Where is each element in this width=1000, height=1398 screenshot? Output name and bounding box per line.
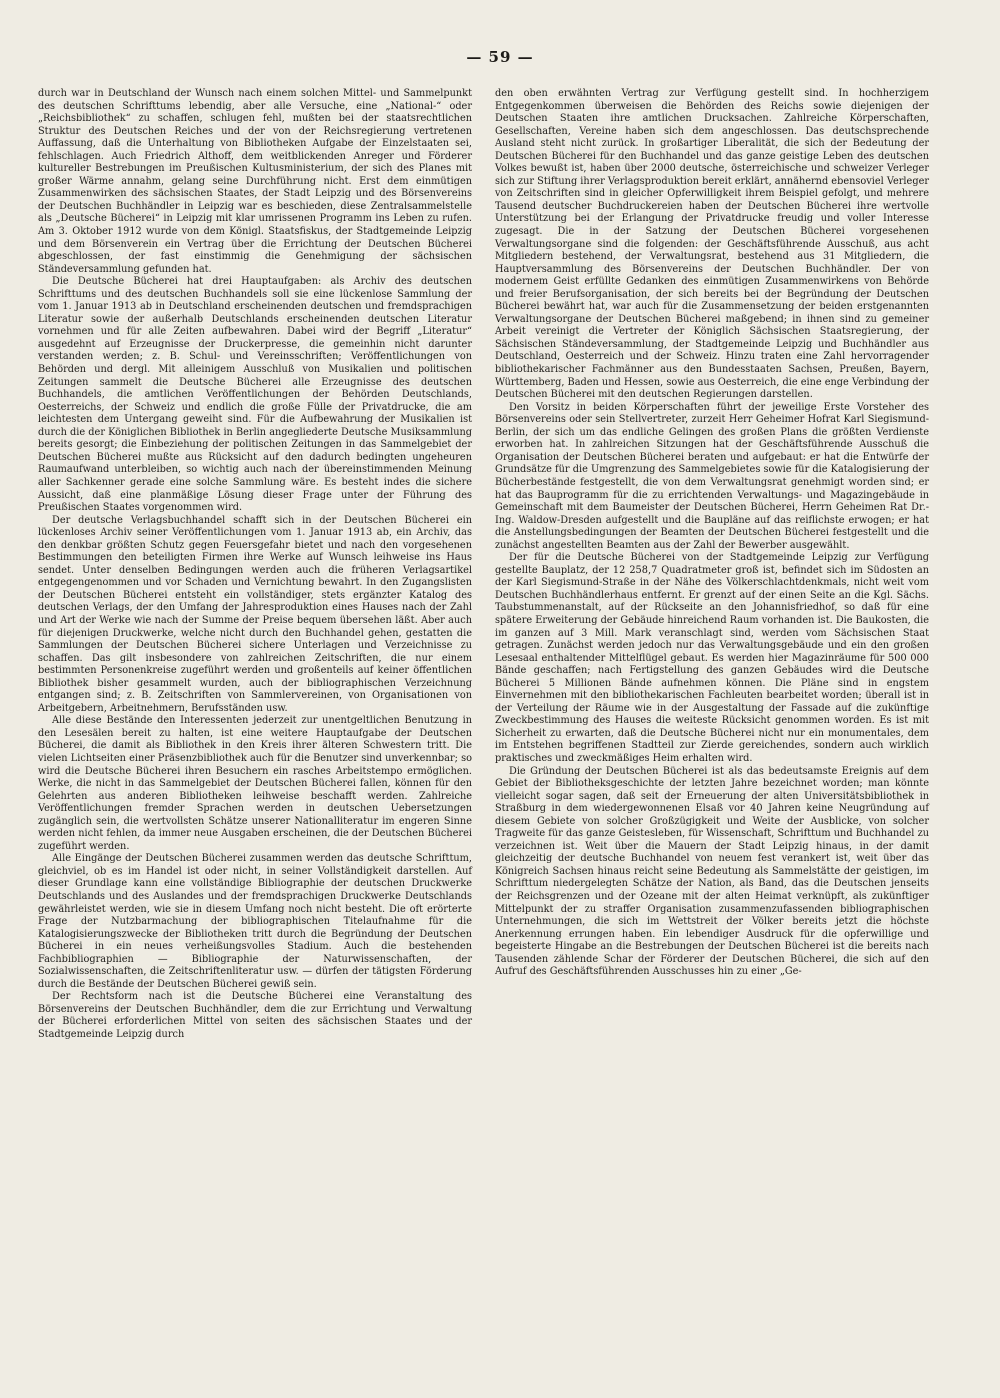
paragraph: Die Gründung der Deutschen Bücherei ist als das bedeutsamste Ereignis auf dem Gebiet der Bibliotheksgeschichte der letzten Jahre bezeichnet worden; man könnte vielleicht sogar sagen, daß seit der Erneuerung der alten Universitätsbibliothek in Straßburg in dem wiedergewonnenen Elsaß vor 40 Jahren keine Neugründung auf diesem Gebiete von solcher Großzügigkeit und Weite der Ausblicke, von solcher Tragweite für das ganze Geistesleben, für Wissenschaft, Schrifttum und Buchhandel zu verzeichnen ist. Weit über die Mauern der Stadt Leipzig hinaus, in der damit gleichzeitig der deutsche Buchhandel von neuem fest verankert ist, weit über das Königreich Sachsen hinaus reicht seine Bedeutung als Sammelstätte der geistigen, im Schrifttum niedergelegten Schätze der Nation, als Band, das die Deutschen jenseits der Reichsgrenzen und der Ozeane mit der alten Heimat verknüpft, als zukünftiger Mittelpunkt der zu straffer Organisation zusammenzufassenden bibliographischen Unternehmungen, die sich im Wettstreit der Völker bereits jetzt die höchste Anerkennung errungen haben. Ein lebendiger Ausdruck für die opferwillige und begeisterte Hingabe an die Bestrebungen der Deutschen Bücherei ist die bereits nach Tausenden zählende Schar der Förderer der Deutschen Bücherei, die sich auf den Aufruf des Geschäftsführenden Ausschusses hin zu einer „Ge-	[495, 765, 929, 978]
paragraph: Alle diese Bestände den Interessenten jederzeit zur unentgeltlichen Benutzung in den Lesesälen bereit zu halten, ist eine weitere Hauptaufgabe der Deutschen Bücherei, die damit als Bibliothek in den Kreis ihrer älteren Schwestern tritt. Die vielen Lichtseiten einer Präsenzbibliothek auch für die Benutzer sind unverkennbar; so wird die Deutsche Bücherei ihren Besuchern ein rasches Arbeitstempo ermöglichen. Werke, die nicht in das Sammelgebiet der Deutschen Bücherei fallen, können für den Gelehrten aus anderen Bibliotheken leihweise beschafft werden. Zahlreiche Veröffentlichungen fremder Sprachen werden in deutschen Uebersetzungen zugänglich sein, die wertvollsten Schätze unserer Nationalliteratur im engeren Sinne werden nicht fehlen, da immer neue Ausgaben erscheinen, die der Deutschen Bücherei zugeführt werden.	[38, 715, 472, 852]
paragraph: Den Vorsitz in beiden Körperschaften führt der jeweilige Erste Vorsteher des Börsenvereins oder sein Stellvertreter, zurzeit Herr Geheimer Hofrat Karl Siegismund-Berlin, der sich um das endliche Gelingen des großen Plans die größten Verdienste erworben hat. In zahlreichen Sitzungen hat der Geschäftsführende Ausschuß die Organisation der Deutschen Bücherei beraten und aufgebaut: er hat die Entwürfe der Grundsätze für die Umgrenzung des Sammelgebietes sowie für die Katalogisierung der Bücherbestände festgestellt, die von dem Verwaltungsrat genehmigt worden sind; er hat das Bauprogramm für die zu errichtenden Verwaltungs- und Magazingebäude in Gemeinschaft mit dem Baumeister der Deutschen Bücherei, Herrn Geheimen Rat Dr.-Ing. Waldow-Dresden aufgestellt und die Baupläne auf das reiflichste erwogen; er hat die Anstellungsbedingungen der Beamten der Deutschen Bücherei festgestellt und die zunächst angestellten Beamten aus der Zahl der Bewerber ausgewählt.	[495, 401, 929, 551]
paragraph: Der deutsche Verlagsbuchhandel schafft sich in der Deutschen Bücherei ein lückenloses Archiv seiner Veröffentlichungen vom 1. Januar 1913 ab, ein Archiv, das den denkbar größten Schutz gegen Feuersgefahr bietet und nach den vorgesehenen Bestimmungen den beteiligten Firmen ihre Werke auf Wunsch leihweise ins Haus sendet. Unter denselben Bedingungen werden auch die früheren Verlagsartikel entgegengenommen und vor Schaden und Vernichtung bewahrt. In den Zugangslisten der Deutschen Bücherei entsteht ein vollständiger, stets ergänzter Katalog des deutschen Verlags, der den Umfang der Jahresproduktion eines Hauses nach der Zahl und Art der Werke wie nach der Summe der Preise bequem übersehen läßt. Aber auch für diejenigen Druckwerke, welche nicht durch den Buchhandel gehen, gestatten die Sammlungen der Deutschen Bücherei sichere Unterlagen und Verzeichnisse zu schaffen. Das gilt insbesondere von zahlreichen Zeitschriften, die nur einem bestimmten Personenkreise zugeführt werden und großenteils auf keiner öffentlichen Bibliothek bisher gesammelt wurden, auch der bibliographischen Verzeichnung entgangen sind; z. B. Zeitschriften von Sammlervereinen, von Organisationen von Arbeitgebern, Arbeitnehmern, Berufsständen usw.	[38, 514, 472, 714]
page-number: — 59 —	[466, 48, 534, 66]
paragraph: den oben erwähnten Vertrag zur Verfügung gestellt sind. In hochherzigem Entgegenkommen überweisen die Behörden des Reichs sowie diejenigen der Deutschen Staaten ihre amtlichen Drucksachen. Zahlreiche Körperschaften, Gesellschaften, Vereine haben sich dem angeschlossen. Das deutschsprechende Ausland steht nicht zurück. In großartiger Liberalität, die sich der Bedeutung der Deutschen Bücherei für den Buchhandel und das ganze geistige Leben des deutschen Volkes bewußt ist, haben über 2000 deutsche, österreichische und schweizer Verleger sich zur Stiftung ihrer Verlagsproduktion bereit erklärt, annähernd ebensoviel Verleger von Zeitschriften sind in gleicher Opferwilligkeit ihrem Beispiel gefolgt, und mehrere Tausend deutscher Buchdruckereien haben der Deutschen Bücherei ihre wertvolle Unterstützung bei der Erlangung der Privatdrucke freudig und voller Interesse zugesagt. Die in der Satzung der Deutschen Bücherei vorgesehenen Verwaltungsorgane sind die folgenden: der Geschäftsführende Ausschuß, aus acht Mitgliedern bestehend, der Verwaltungsrat, bestehend aus 31 Mitgliedern, die Hauptversammlung des Börsenvereins der Deutschen Buchhändler. Der von modernem Geist erfüllte Gedanken des einmütigen Zusammenwirkens von Behörde und freier Berufsorganisation, der sich bereits bei der Begründung der Deutschen Bücherei bewährt hat, war auch für die Zusammensetzung der beiden erstgenannten Verwaltungsorgane der Deutschen Bücherei maßgebend; in ihnen sind zu gemeiner Arbeit vereinigt die Vertreter der Königlich Sächsischen Staatsregierung, der Sächsischen Ständeversammlung, der Stadtgemeinde Leipzig und Buchhändler aus Deutschland, Oesterreich und der Schweiz. Hinzu traten eine Zahl hervorragender bibliothekarischer Fachmänner aus den Bundesstaaten Sachsen, Preußen, Bayern, Württemberg, Baden und Hessen, sowie aus Oesterreich, die eine enge Verbindung der Deutschen Bücherei mit den deutschen Regierungen darstellen.	[495, 88, 929, 401]
left-column	[38, 88, 472, 1042]
right-column	[495, 88, 929, 979]
paragraph: durch war in Deutschland der Wunsch nach einem solchen Mittel- und Sammelpunkt des deutschen Schrifttums lebendig, aber alle Versuche, eine „National-“ oder „Reichsbibliothek“ zu schaffen, schlugen fehl, mußten bei der staatsrechtlichen Struktur des Deutschen Reiches und der von der Reichsregierung vertretenen Auffassung, daß die Unterhaltung von Bibliotheken Aufgabe der Einzelstaaten sei, fehlschlagen. Auch Friedrich Althoff, dem weitblickenden Anreger und Förderer kultureller Bestrebungen im Preußischen Kultusministerium, der sich des Planes mit großer Wärme annahm, gelang seine Durchführung nicht. Erst dem einmütigen Zusammenwirken des sächsischen Staates, der Stadt Leipzig und des Börsenvereins der Deutschen Buchhändler in Leipzig war es beschieden, diese Zentralsammelstelle als „Deutsche Bücherei“ in Leipzig mit klar umrissenen Programm ins Leben zu rufen. Am 3. Oktober 1912 wurde von dem Königl. Staatsfiskus, der Stadtgemeinde Leipzig und dem Börsenverein ein Vertrag über die Errichtung der Deutschen Bücherei abgeschlossen, der fast einstimmig die Genehmigung der sächsischen Ständeversammlung gefunden hat.	[38, 88, 472, 275]
paragraph: Alle Eingänge der Deutschen Bücherei zusammen werden das deutsche Schrifttum, gleichviel, ob es im Handel ist oder nicht, in seiner Vollständigkeit darstellen. Auf dieser Grundlage kann eine vollständige Bibliographie der deutschen Druckwerke Deutschlands und des Auslandes und der fremdsprachigen Druckwerke Deutschlands gewährleistet werden, wie sie in diesem Umfang noch nicht besteht. Die oft erörterte Frage der Nutzbarmachung der bibliographischen Titelaufnahme für die Katalogisierungszwecke der Bibliotheken tritt durch die Begründung der Deutschen Bücherei in ein neues verheißungsvolles Stadium. Auch die bestehenden Fachbibliographien — Bibliographie der Naturwissenschaften, der Sozialwissenschaften, die Zeitschriftenliteratur usw. — dürfen der tätigsten Förderung durch die Bestände der Deutschen Bücherei gewiß sein.	[38, 853, 472, 990]
paragraph: Die Deutsche Bücherei hat drei Hauptaufgaben: als Archiv des deutschen Schrifttums und des deutschen Buchhandels soll sie eine lückenlose Sammlung der vom 1. Januar 1913 ab in Deutschland erscheinenden deutschen und fremdsprachigen Literatur sowie der außerhalb Deutschlands erscheinenden deutschen Literatur vornehmen und für alle Zeiten aufbewahren. Dabei wird der Begriff „Literatur“ ausgedehnt auf Erzeugnisse der Druckerpresse, die gemeinhin nicht darunter verstanden werden; z. B. Schul- und Vereinsschriften; Veröffentlichungen von Behörden und dergl. Mit alleinigem Ausschluß von Musikalien und politischen Zeitungen sammelt die Deutsche Bücherei alle Erzeugnisse des deutschen Buchhandels, die amtlichen Veröffentlichungen der Behörden Deutschlands, Oesterreichs, der Schweiz und endlich die große Fülle der Privatdrucke, die am leichtesten dem Untergang geweiht sind. Für die Aufbewahrung der Musikalien ist durch die der Königlichen Bibliothek in Berlin angegliederte Deutsche Musiksammlung bereits gesorgt; die Einbeziehung der politischen Zeitungen in das Sammelgebiet der Deutschen Bücherei mußte aus Rücksicht auf den dadurch bedingten ungeheuren Raumaufwand unterbleiben, so wichtig auch nach der übereinstimmenden Meinung aller Sachkenner gerade eine solche Sammlung wäre. Es besteht indes die sichere Aussicht, daß eine planmäßige Lösung dieser Frage unter der Führung des Preußischen Staates vorgenommen wird.	[38, 276, 472, 514]
paragraph: Der Rechtsform nach ist die Deutsche Bücherei eine Veranstaltung des Börsenvereins der Deutschen Buchhändler, dem die zur Errichtung und Verwaltung der Bücherei erforderlichen Mittel von seiten des sächsischen Staates und der Stadtgemeinde Leipzig durch	[38, 991, 472, 1041]
paragraph: Der für die Deutsche Bücherei von der Stadtgemeinde Leipzig zur Verfügung gestellte Bauplatz, der 12 258,7 Quadratmeter groß ist, befindet sich im Südosten an der Karl Siegismund-Straße in der Nähe des Völkerschlachtdenkmals, nicht weit vom Deutschen Buchhändlerhaus entfernt. Er grenzt auf der einen Seite an die Kgl. Sächs. Taubstummenanstalt, auf der Rückseite an den Johannisfriedhof, so daß für eine spätere Erweiterung der Gebäude hinreichend Raum vorhanden ist. Die Baukosten, die im ganzen auf 3 Mill. Mark veranschlagt sind, werden vom Sächsischen Staat getragen. Zunächst werden jedoch nur das Verwaltungsgebäude und ein den großen Lesesaal enthaltender Mittelflügel gebaut. Es werden hier Magazinräume für 500 000 Bände geschaffen; nach Fertigstellung des ganzen Gebäudes wird die Deutsche Bücherei 5 Millionen Bände aufnehmen können. Die Pläne sind in engstem Einvernehmen mit den bibliothekarischen Fachleuten bearbeitet worden; überall ist in der Verteilung der Räume wie in der Ausgestaltung der Fassade auf die zukünftige Zweckbestimmung des Hauses die weiteste Rücksicht genommen worden. Es ist mit Sicherheit zu erwarten, daß die Deutsche Bücherei nicht nur ein monumentales, dem im Entstehen begriffenen Stadtteil zur Zierde gereichendes, sondern auch wirklich praktisches und zweckmäßiges Heim erhalten wird.	[495, 552, 929, 764]
